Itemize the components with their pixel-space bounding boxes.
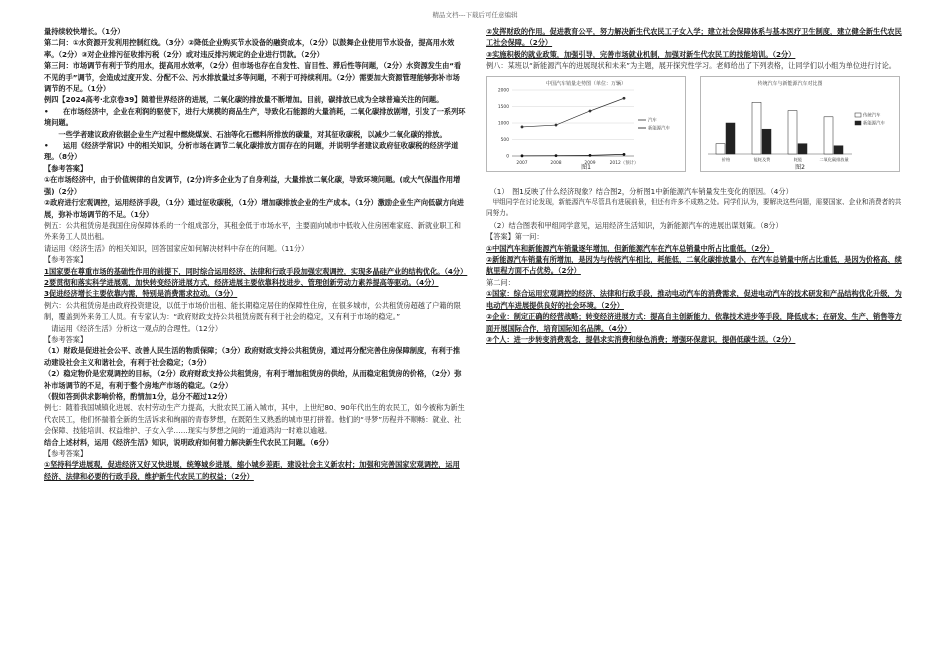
right-top-text [486,26,906,72]
data-point [521,154,524,157]
paragraph: 第三问：市场调节有利于节约用水，提高用水效率，（2分）但市场也存在自发性、盲目性、滞后性等问题，（2分）水资源发生由“看不见的手”调节，会造成过度开发、分配不公、污水排放量过多等问题，不利于可持续利用。（2分）需要加大资源管理能够弥补市场调节的不足。（1分） [44,61,462,94]
bar-chart [700,76,900,172]
paragraph: 例六：公共租赁房是由政府投资建设，以低于市场价出租、能长期稳定居住的保障性住房，在很多城市，公共租赁房超越了户籍的限制，覆盖到外来务工人员。有专家认为：“政府财政支持公共租赁房既有利于社会的稳定，又有利于市场的稳定。” [44,300,461,322]
bar [834,145,843,153]
bar [824,116,833,153]
paragraph: 例八：某班以“新能源汽车的进展现状和未来”为主题，展开探究性学习。老师给出了下列表格，让同学们以小组为单位进行讨论。 [486,61,896,71]
data-point [623,96,626,99]
paragraph: 例四【2024高考·北京卷39】随着世界经济的进展，二氧化碳的排放量不断增加。目前，碳排放已成为全球普遍关注的问题。 [44,95,444,105]
data-point [589,109,592,112]
y-tick-label: 0 [506,154,509,160]
figure-1 [486,76,686,172]
paragraph: 第二问：①水资源开发利用控制红线。（3分）②降低企业购买节水设备的融资成本，（2分）以鼓舞企业使用节水设备，提高用水效率。（2分）③对企业排污征收排污税（2分）或对违反排污规定的企业进行罚款。（2分） [44,38,455,59]
legend-label: 汽车 [648,118,657,124]
paragraph: ②发挥财政的作用。促进教育公平，努力解决新生代农民工子女入学；建立社会保障体系与基本医疗卫生制度，建立健全新生代农民工社会保障。（2分） [486,27,902,48]
bar [762,129,771,154]
y-tick-label: 1000 [497,121,509,127]
paragraph: ①在市场经济中，由于价值规律的自发调节，(2分)许多企业为了自身利益，大量排放二氧化碳，导致环境问题。(或大气保温作用增强)（2分） [44,175,461,196]
x-tick-label: 2009 [584,160,596,166]
paragraph: • 在市场经济中，企业在利润的驱使下，进行大规模的商品生产，导致化石能源的大量消耗，二氧化碳排放剧增，引发了一系列环境问题。 [44,106,466,128]
paragraph: ②政府进行宏观调控，运用经济手段，（1分）通过征收碳税，（1分）增加碳排放企业的生产成本。（1分）激励企业生产向低碳方向进展，弥补市场调节的不足。（1分） [44,198,464,219]
paragraph: 【参考答案】 [44,449,88,459]
left-column [44,26,466,482]
bar [788,110,797,153]
paragraph: 例七：随着我国城镇化进展、农村劳动生产力提高，大批农民工涌入城市，其中，上世纪80、90年代出生的农民工，如今被称为新生代农民工，他们怀揣着全新的生活诉求和绚丽的青春梦想，在既陌生又熟悉的城市里打拼着。他们的“寻梦”历程并不顺畅：就业、社会保障、技能培训、权益维护、子女入学……现实与梦想之间的一道道鸿沟一时难以逾越。 [44,403,465,436]
series-line [522,98,624,127]
paragraph: （假如答到供求影响价格，酌情加1分，总分不超过12分） [44,392,232,401]
legend-label: 新能源汽车 [648,126,670,132]
paragraph: 【答案】第一问： [486,232,544,242]
paragraph: ①中国汽车和新能源汽车销量逐年增加，但新能源汽车在汽车总销量中所占比重低。（2分） [486,243,774,253]
x-tick-label: 2012（预计） [609,160,639,166]
y-tick-label: 2000 [497,88,509,94]
x-tick-label: 能耗及费 [753,156,771,162]
paragraph: ①国家：综合运用宏观调控的经济、法律和行政手段，推动电动汽车的消费需求，促进电动汽车的技术研发和产品结构优化升级，为电动汽车进展提供良好的社会环境。（2分） [486,289,902,310]
charts-area [486,76,906,184]
paragraph: 请运用《经济生活》分析这一观点的合理性。（12分） [44,323,223,333]
paragraph: 2要贯彻和落实科学进展观，加快转变经济进展方式，经济进展主要依靠科技进步、管理创新劳动力素养提高等驱动。（4分） [44,277,439,287]
paragraph: （1）财政是促进社会公平、改善人民生活的物质保障；（3分）政府财政支持公共租赁房，通过再分配完善住房保障制度，有利于推动建设社会主义和谐社会，有利于社会稳定；（3分） [44,346,461,367]
right-column [486,26,906,345]
chart-title: 中国汽车销量走势图（单位：万辆） [545,80,627,87]
right-bottom-text [486,186,906,346]
paragraph: 结合上述材料，运用《经济生活》知识，说明政府如何着力解决新生代农民工问题。（6分） [44,437,333,447]
x-tick-label: 价格 [721,156,731,162]
paragraph: 甲组同学在讨论发现，新能源汽车尽管具有进展前景，但还有许多不成熟之处。同学们认为，要解决这些问题，需要国家、企业和消费者的共同努力。 [486,198,902,218]
line-chart [486,76,686,172]
legend-label: 传统汽车 [863,113,881,119]
data-point [623,153,626,156]
paragraph: 【参考答案】 [44,255,88,265]
legend-swatch [855,121,861,125]
x-tick-label: 二氧化碳排放量 [819,156,849,162]
paragraph: 【参考答案】 [44,163,88,173]
paragraph: 第二问： [486,277,515,287]
bar [726,123,735,154]
y-tick-label: 500 [500,137,509,143]
paragraph: ③实施积极的就业政策，加强引导，完善市场就业机制，加强对新生代农民工的技能培训。（2分） [486,49,796,59]
paragraph: 【参考答案】 [44,334,88,344]
data-point [555,123,558,126]
paragraph: （2）结合图表和甲组同学意见，运用经济生活知识，为新能源汽车的进展出谋划策。（8分） [486,220,783,230]
page-header: 精品文档---下载后可任意编辑 [432,11,518,19]
paragraph: ①坚持科学进展观，促进经济又好又快进展，统筹城乡进展，缩小城乡差距，建设社会主义新农村；加强和完善国家宏观调控，运用经济、法律和必要的行政手段，维护新生代农民工的权益；（2分） [44,460,460,481]
paragraph: 量持续较快增长。（1分） [44,27,125,36]
chart-border [487,76,686,171]
series-line [522,154,624,155]
data-point [589,154,592,157]
paragraph: （2）稳定物价是宏观调控的目标，（2分）政府财政支持公共租赁房，有利于增加租赁房的供给，从而稳定租赁房的价格，（2分）弥补市场调节的不足，有利于整个房地产市场的稳定。（2分） [44,369,462,390]
data-point [555,154,558,157]
paragraph: 例五：公共租赁房是我国住房保障体系的一个组成部分，其租金低于市场水平，主要面向城市中低收入住房困难家庭、新就业职工和外来务工人员出租。 [44,220,461,242]
x-tick-label: 2007 [516,160,528,166]
bar [752,102,761,154]
paragraph: ②新能源汽车销量有所增加，是因为与传统汽车相比，耗能低，二氧化碳排放量小，在汽车总销量中所占比重低，是因为价格高、续航里程方面不占优势。（2分） [486,255,902,276]
figure-2 [700,76,900,172]
x-tick-label: 2008 [550,160,562,166]
y-tick-label: 1500 [497,104,509,110]
paragraph: 请运用《经济生活》的相关知识，回答国家应如何解决材料中存在的问题。（11分） [44,243,309,253]
bar [716,143,725,153]
paragraph: • 运用《经济学常识》中的相关知识，分析市场在调节二氧化碳排放方面存在的问题，并说明学者建议政府征收碳税的经济学道理。（8分） [44,141,459,162]
paragraph: 1国家要在尊重市场的基础性作用的前提下，同时综合运用经济、法律和行政手段加强宏观调控，实现多晶硅产业的结构优化。（4分） [44,266,468,276]
paragraph: 一些学者建议政府依据企业生产过程中燃烧煤炭、石油等化石燃料所排放的碳量，对其征收碳税，以减少二氧化碳的排放。 [44,129,447,139]
chart-title: 传统汽车与新能源汽车对比图 [757,80,823,87]
bar [798,143,807,153]
legend-label: 新能源汽车 [863,121,885,127]
legend-swatch [855,113,861,117]
paragraph: （1） 图1反映了什么经济现象？结合图2，分析图1中新能源汽车销量发生变化的原因。（4分） [486,186,793,196]
paragraph: 3促进经济增长主要依靠内需，特别是消费需求拉动。（3分） [44,289,238,299]
paragraph: ②企业：制定正确的经营战略；转变经济进展方式：提高自主创新能力，依靠技术进步等手段，降低成本；在研发、生产、销售等方面开展国际合作，培育国际知名品牌。（4分） [486,312,902,333]
figure-label: 图1 [581,163,591,171]
figure-label: 图2 [795,163,805,171]
paragraph: ③个人：进一步转变消费观念，提倡求实消费和绿色消费；增强环保意识，提倡低碳生活。（2分） [486,334,796,344]
data-point [521,125,524,128]
x-tick-label: 耗能 [793,156,803,162]
